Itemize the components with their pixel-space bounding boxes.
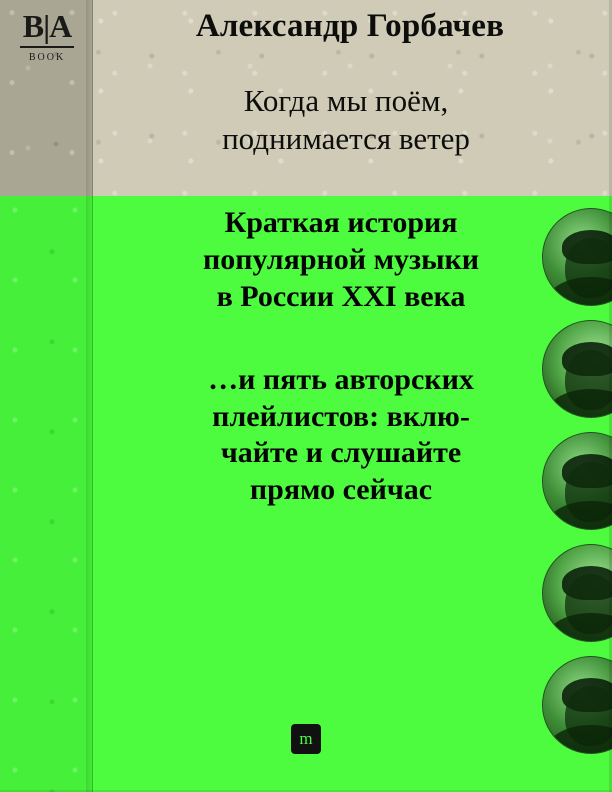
playlists-note-line-1: …и пять авторских (208, 363, 474, 396)
portrait-3 (542, 432, 612, 530)
book-title-line-1: Когда мы поём, (243, 83, 449, 118)
book-title-line-2: поднимается ветер (222, 120, 470, 156)
imprint-mark: m (291, 724, 321, 754)
author-name: Александр Горбачев (195, 8, 505, 44)
publisher-logo-mark: B|A (20, 10, 74, 48)
book-spine-green (0, 196, 93, 792)
portrait-column (542, 208, 612, 768)
book-subtitle-line-1: Краткая история (224, 206, 458, 239)
playlists-note-line-2: плейлистов: вклю- (212, 399, 470, 433)
playlists-note-line-4: прямо сейчас (249, 472, 433, 506)
book-title (96, 82, 596, 158)
publisher-logo-word: BOOK (28, 51, 66, 63)
portrait-5 (542, 656, 612, 754)
book-subtitle-line-2: популярной музыки (202, 243, 480, 277)
book-subtitle (96, 204, 586, 316)
spine-shadow (86, 0, 92, 792)
portrait-4 (542, 544, 612, 642)
portrait-1 (542, 208, 612, 306)
playlists-note-line-3: чайте и слушайте (220, 436, 462, 470)
portrait-2 (542, 320, 612, 418)
playlists-note (96, 362, 586, 508)
book-subtitle-line-3: в России XXI века (216, 280, 466, 314)
publisher-logo (20, 10, 74, 63)
